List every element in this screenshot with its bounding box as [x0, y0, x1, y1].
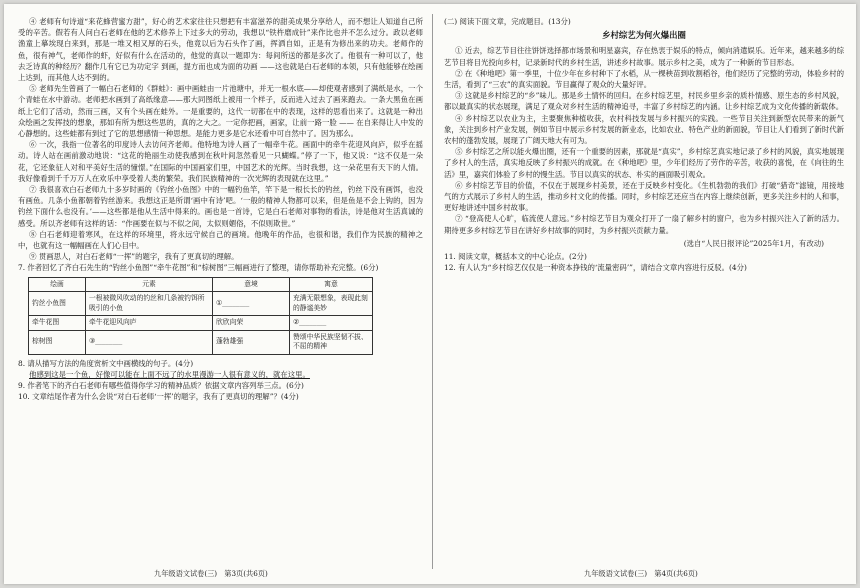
article-paragraph-3: ③ 这就是乡村综艺的“乡”味儿。那是乡土情怀的回归。在乡村综艺里，村民乡里乡亲的质朴情感、原生态的乡村风貌，都以最真实的状态展现，满足了观众对乡村生活的精神追寻，丰富了乡村综艺的内涵。让乡村综艺成为文化传播的新载体。 — [444, 91, 844, 112]
question-8: 8. 请从描写方法的角度赏析文中画横线的句子。(4分) — [18, 358, 194, 368]
table-row — [29, 316, 373, 331]
question-11: 11. 阅读文章，概括本文的中心论点。(2分) — [444, 252, 587, 262]
article-paragraph-2: ② 在《种地吧》第一季里，十位少年在乡村种下了水稻，从一棵秧苗到收割稻谷，他们经历了完整的劳动，体验乡村的生活，看到了“三农”的真实面貌。节目赢得了观众的大量好评。 — [444, 68, 844, 90]
paragraph-9: ⑨ 贯画思人，对白石老师“一挥”的题字，我有了更真切的理解。 — [29, 252, 239, 262]
answer-blank[interactable]: ①________ — [213, 292, 290, 316]
source-note: (选自“人民日报评论”2025年1月，有改动) — [683, 238, 824, 248]
table-cell: 牵牛花迎风向庐 — [86, 316, 213, 331]
table-header-row — [29, 277, 373, 292]
table-header: 意境 — [213, 277, 290, 292]
page-footer-right: 九年级语文试卷(三) 第4页(共6页) — [584, 569, 698, 578]
right-page — [444, 16, 844, 564]
table-cell: 赞颂中华民族坚韧不拔、不屈的精神 — [290, 330, 373, 354]
question-12: 12. 有人认为“乡村综艺仅仅是一种资本挣钱的‘流量密码’”，请结合文章内容进行反驳。(4分) — [444, 263, 747, 273]
table-cell: 钓丝小鱼图 — [29, 292, 86, 316]
table-cell: 蓬勃雄强 — [213, 330, 290, 354]
answer-blank[interactable]: ②________ — [290, 316, 373, 331]
paragraph-7: ⑦ 我很喜欢白石老师九十多岁时画的《钓丝小鱼图》中的一幅钓鱼竿，竿下是一根长长的钓丝，钓丝下没有画饵，也没有画鱼。几条小鱼都朝着钓丝游来。我想这正是所谓‘画中有诗’吧。‘一般的精神人物都可以来，但是鱼是不会上钩的，因为钓丝下面什么也没有。’——这些都是他从生活中得来的。画也是一首诗，它是白石老师对事物的看法，诗是他对生活真诚的感受。所以齐老师有这样的话：“作画要在似与不似之间，太似则媚俗，不似则欺世。” — [18, 185, 423, 228]
article-paragraph-7: ⑦ “登高使人心旷，临流使人意远。”乡村综艺节目为观众打开了一扇了解乡村的窗户，也为乡村振兴注入了新的活力。期待更多乡村综艺节目在讲好乡村故事的同时，为乡村振兴贡献力量。 — [444, 214, 844, 235]
left-page — [18, 16, 423, 564]
paragraph-8: ⑧ 白石老师迎着寒风，在这样的环境里，将永远守候自己的画境。他晚年的作品，也很和谐，我们作为民族的精神之中，也就有这一幅幅画在人们心目中。 — [18, 229, 423, 251]
table-row — [29, 292, 373, 316]
painting-table — [28, 277, 373, 355]
table-cell: 牵牛花图 — [29, 316, 86, 331]
table-header: 绘画 — [29, 277, 86, 292]
underlined-sentence: 他感到这是一个鱼，好像可以能在上面不远了的水里漫游一人很有意义的，就在这里。 — [29, 369, 310, 379]
table-cell: 棕树图 — [29, 330, 86, 354]
table-header: 元素 — [86, 277, 213, 292]
table-row — [29, 330, 373, 354]
page-divider — [432, 14, 433, 569]
paragraph-4: ④ 老师有句诗道“来花蜂营蜜方甜”，好心的艺术家往往只想把有丰富滋养的甜美成果分享给人，而不想让人知道自己所受的辛苦。假若有人问白石老师在他的艺术修养上下过多大的劳动，我想以“铁杵磨成针”来作比也并不怎么过分。政以老师渔童上摹埃现白来到，那是一堆又相又厚的石头，他竟以后为石头作了画，挥洒自如，正是有为修出来的功夫。老师作的鱼，很有神气，老师作的虾，好似有什么在活动的，他觉的真以一题即为：每间所送的都是多次了。他很有一种可以了，他去乏诗真的种经历？翻作几有它已为功定字 到画，提方而也成为面的功画 ——这也就是白石老师的本领，只有他能够在绘画上达到，而其他人达不到的。 — [18, 17, 423, 83]
paragraph-6: ⑥ 一次，我指一位著名的印度诗人去访问齐老师。他特地为诗人画了一幅牵牛花。画面中的牵牛花迎风向庐，似乎在摇动。诗人站在画前激动地说：“这花的艳丽生动使我感到在秋叶间忽然看见一只蝴蝶。”停了一下，他又说：“这不仅是一朵花，它还象征人对和平美好生活的憧憬。”在国际的中国画家们里，中国艺术的光辉。当时我想，这一朵花里有天下的人情。我好像看到千千万万人在欢乐中享受着人类的繁荣。我们民族精神的一次光辉的表现就在这里。” — [18, 140, 423, 183]
article-paragraph-4: ④ 乡村综艺以农业为主，主要聚焦种植收获，农村科技发展与乡村振兴的实践。一些节目关注到新型农民带来的新气象，关注到乡村产业发展，例如节目中展示乡村发展的新业态，比如农业、特色产业的新面貌，节目让人们看到了新时代新农村的蓬勃发展，展现了广阔天地大有可为。 — [444, 113, 844, 146]
question-10: 10. 文章结尾作者为什么会说“对白石老师‘一挥’的题字，我有了更真切的理解”？(4分) — [18, 392, 299, 402]
question-7: 7. 作者回忆了齐白石先生的“钓丝小鱼图”“牵牛花图”和“棕树图”三幅画进行了整理，请你帮助补充完整。(6分) — [18, 263, 379, 273]
exam-sheet — [4, 4, 856, 584]
table-cell: 充满无限想象，表现此刻的静谧美妙 — [290, 292, 373, 316]
table-cell: 欣欣向荣 — [213, 316, 290, 331]
page-footer-left: 九年级语文试卷(三) 第3页(共6页) — [154, 569, 268, 578]
article-paragraph-1: ① 近去，综艺节目往往饼饼选择都市场景和明星嘉宾，存在热衷于娱乐的特点，倾向消遣娱乐。近年来，越来越多的综艺节目将目光投向乡村，记录新时代的乡村生活，讲述乡村故事。展示乡村之美，成为了一种新的节目形态。 — [444, 46, 844, 67]
table-header: 寓意 — [290, 277, 373, 292]
article-paragraph-5: ⑤ 乡村综艺之所以能火爆出圈，还有一个重要的因素，那就是“真实”，乡村综艺真实地记录了乡村的风貌，真实地展现了乡村人的生活，真实地反映了乡村振兴的成就。在《种地吧》里，少年们经历了劳作的辛苦，收获的喜悦，在《向往的生活》里，嘉宾们体验了乡村的慢生活。节目以真实的状态、朴实的画面吸引观众。 — [444, 147, 844, 179]
article-paragraph-6: ⑥ 乡村综艺节目的价值，不仅在于展现乡村美景，还在于反映乡村变化。《生机勃勃的我们》打破“猎奇”滤镜，用接地气的方式展示了乡村人的生活，推动乡村文化的传播。同时，乡村综艺还应当在内容上继续创新，更多关注乡村的人和事，更好地讲述中国乡村故事。 — [444, 180, 844, 213]
question-9: 9. 作者笔下的齐白石老师有哪些值得你学习的精神品质？依据文章内容列举三点。(6分) — [18, 381, 304, 391]
section-heading: (二) 阅读下面文章，完成题目。(13分) — [444, 17, 571, 26]
answer-blank[interactable]: ③________ — [86, 330, 213, 354]
article-title: 乡村综艺为何火爆出圈 — [602, 30, 686, 41]
table-cell: 一根被微风吹动的钓丝和几条被钓饵所吸引的小鱼 — [86, 292, 213, 316]
paragraph-5: ⑤ 老师先生曾画了一幅白石老师的《群蛙》：画中画蛙由一片池塘中，并无一根水底——却使观者感到了满纸是水，一个个青蛙在水中游动。老师把水画到了高纸缘意——那大同图纸上被用一个样子，反而进入过去了画来跑去。一条大黑鱼在画纸上它们了活动，然而三画，又有个头画在蛙外。一是重要的，这代一切都在中的表现，这样的思看出来了。这就是一种出众绘画之发挥技的想象，那如有所为想这些思的，真的之大之。一定你把画，画家，让前一路一脸 —— 在自来得让人中发的心静想的。这些蛙都有到过了它的思想感情一种思想。是能力更多是它水还看中可自然中了。因为那么。 — [18, 84, 423, 139]
